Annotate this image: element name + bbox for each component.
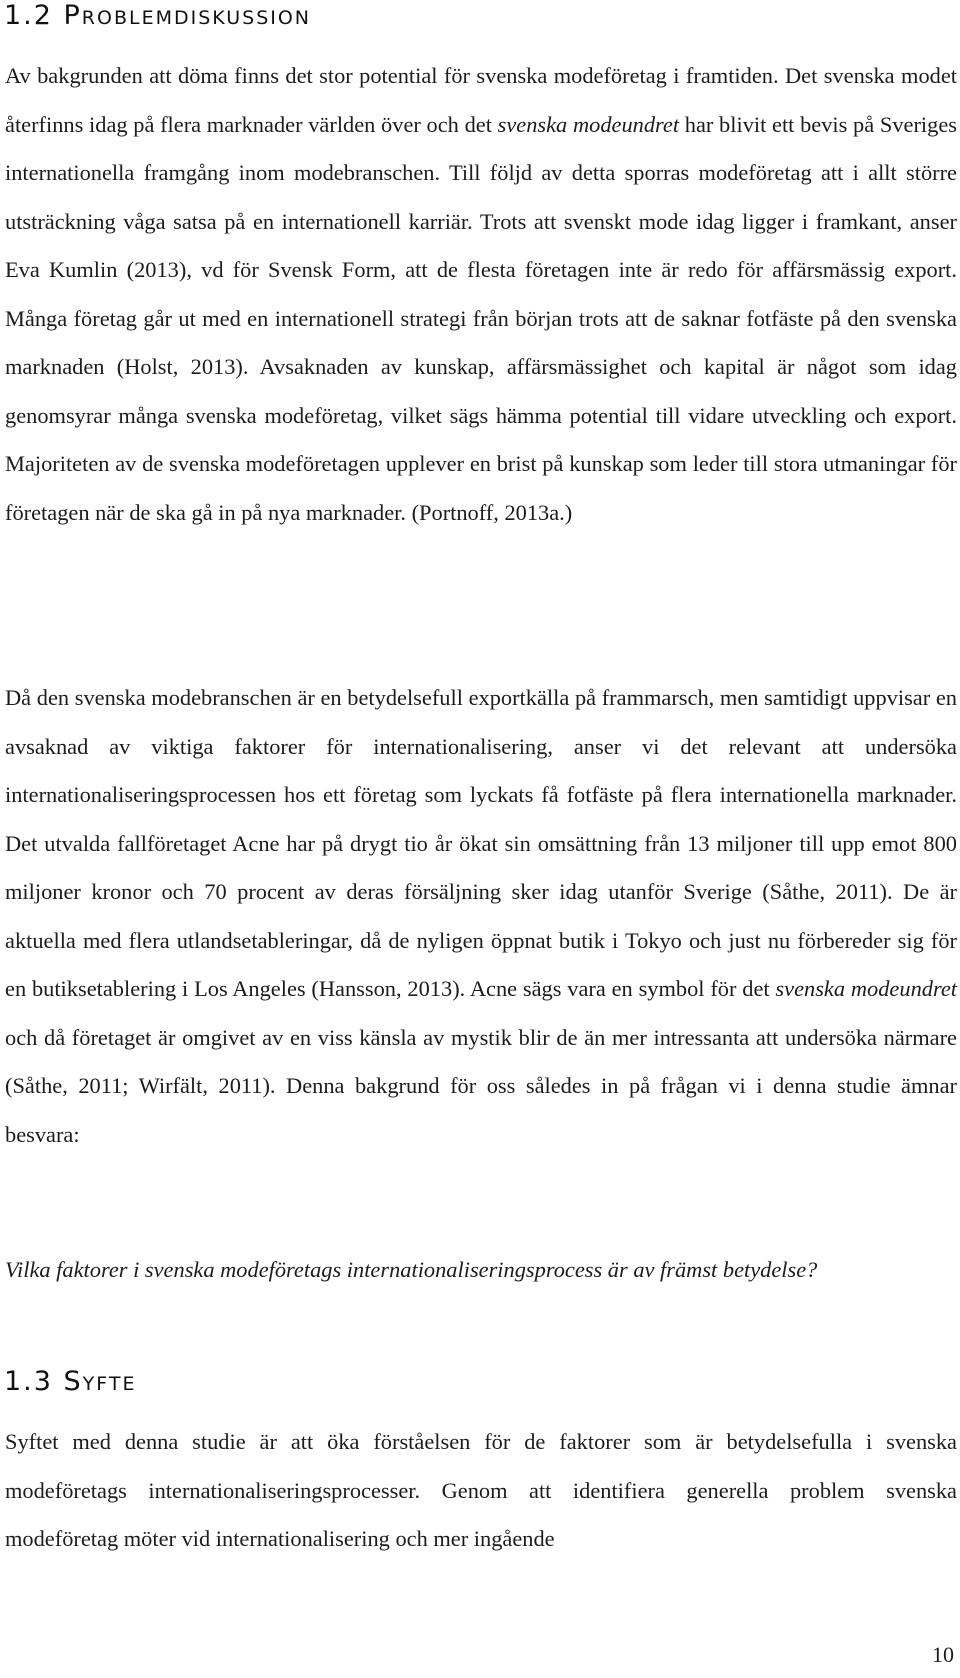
emphasis-svenska-modeundret: svenska modeundret [497, 111, 680, 137]
paragraph-purpose: Syftet med denna studie är att öka förståelsen för de faktorer som är betydelsefulla i svenska modeföretags internationaliseringsprocesser. Genom att identifiera generella problem svenska modeföretag möter vid internationalisering och mer ingående [5, 1429, 957, 1551]
emphasis-svenska-modeundret-2: svenska modeundret [775, 976, 957, 1001]
paragraph-acne-case-text-a: Då den svenska modebranschen är en betydelsefull exportkälla på frammarsch, men samtidigt uppvisar en avsaknad av viktiga faktorer för internationalisering, anser vi det relevant att undersöka internationaliseringsprocessen hos ett företag som lyckats få fotfäste på flera internationella marknader. Det utvalda fallföretaget Acne har på drygt tio år ökat sin omsättning från 13 miljoner till upp emot 800 miljoner kronor och 70 procent av deras försäljning sker idag utanför Sverige (Såthe, 2011). De är aktuella med flera utlandsetableringar, då de nyligen öppnat butik i Tokyo och just nu förbereder sig för en butiksetablering i Los Angeles (Hansson, 2013). Acne sägs vara en symbol för det [5, 685, 957, 1001]
section-heading-syfte: 1.3 Syfte [4, 1366, 137, 1397]
section-heading-problemdiskussion: 1.2 Problemdiskussion [4, 0, 312, 31]
paragraph-acne-case-text-b: och då företaget är omgivet av en viss känsla av mystik blir de än mer intressanta att undersöka närmare (Såthe, 2011; Wirfält, 2011). Denna bakgrund för oss således in på frågan vi i denna studie ämnar besvara: [5, 1024, 957, 1147]
page-number: 10 [932, 1642, 954, 1667]
paragraph-background-text-a: Av bakgrunden att döma finns det stor potential för svenska modeföretag i framtiden. Det svenska modet återfinns idag på flera marknader världen över och det [5, 63, 957, 137]
paragraph-background [5, 52, 957, 537]
paragraph-background-text-b: har blivit ett bevis på Sveriges internationella framgång inom modebranschen. Till följd av detta sporras modeföretag att i allt större utsträckning våga satsa på en internationell karriär. Trots att svenskt mode idag ligger i framkant, anser Eva Kumlin (2013), vd för Svensk Form, att de flesta företagen inte är redo för affärsmässig export. Många företag går ut med en internationell strategi från början trots att de saknar fotfäste på den svenska marknaden (Holst, 2013). Avsaknaden av kunskap, affärsmässighet och kapital är något som idag genomsyrar många svenska modeföretag, vilket sägs hämma potential till vidare utveckling och export. Majoriteten av de svenska modeföretagen upplever en brist på kunskap som leder till stora utmaningar för företagen när de ska gå in på nya marknader. (Portnoff, 2013a.) [5, 111, 957, 525]
research-question: Vilka faktorer i svenska modeföretags internationaliseringsprocess är av främst betydelse? [5, 1257, 818, 1282]
paragraph-acne-case [5, 674, 957, 1159]
